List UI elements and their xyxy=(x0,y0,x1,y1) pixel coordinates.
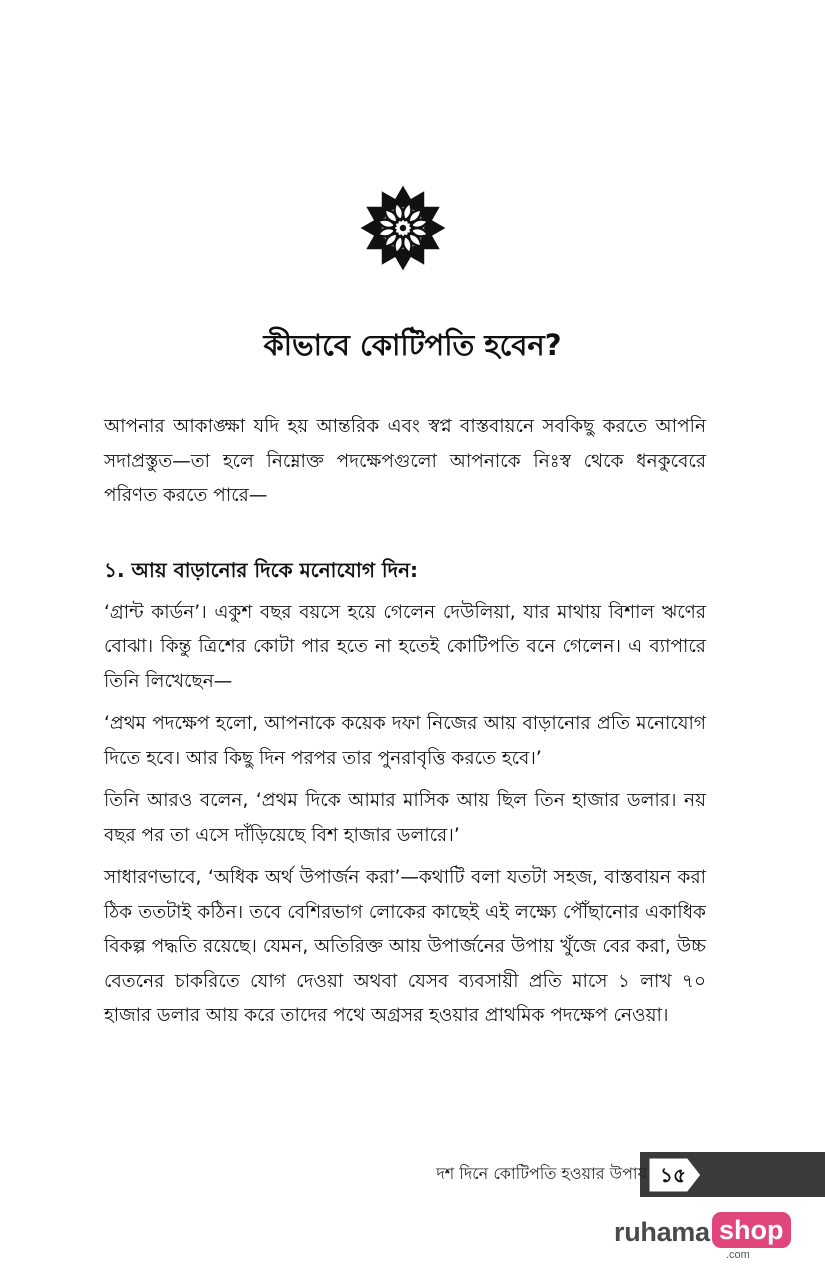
page-number: ১৫ xyxy=(660,1163,686,1187)
brand-logo xyxy=(614,1212,784,1262)
chapter-title: কীভাবে কোটিপতি হবেন? xyxy=(263,328,562,362)
body-paragraph: ‘প্রথম পদক্ষেপ হলো, আপনাকে কয়েক দফা নিজের আয় বাড়ানোর প্রতি মনোযোগ দিতে হবে। আর কিছু দিন পরপর তার পুনরাবৃত্তি করতে হবে।’ xyxy=(104,713,706,769)
mandala-icon xyxy=(360,185,446,271)
brand-name-right: shop xyxy=(712,1212,791,1248)
running-head: দশ দিনে কোটিপতি হওয়ার উপায় xyxy=(436,1164,647,1183)
body-paragraph: তিনি আরও বলেন, ‘প্রথম দিকে আমার মাসিক আয় ছিল তিন হাজার ডলার। নয় বছর পর তা এসে দাঁড়িয়েছে বিশ হাজার ডলারে।’ xyxy=(104,790,706,846)
chapter-body xyxy=(104,410,706,1042)
brand-domain: .com xyxy=(726,1249,750,1261)
body-paragraph: সাধারণভাবে, ‘অধিক অর্থ উপার্জন করা’—কথাটি বলা যতটা সহজ, বাস্তবায়ন করা ঠিক ততটাই কঠিন। তবে বেশিরভাগ লোকের কাছেই এই লক্ষ্যে পৌঁছানোর একাধিক বিকল্প পদ্ধতি রয়েছে। যেমন, অতিরিক্ত আয় উপার্জনের উপায় খুঁজে বের করা, উচ্চ বেতনের চাকরিতে যোগ দেওয়া অথবা যেসব ব্যবসায়ী প্রতি মাসে ১ লাখ ৭০ হাজার ডলার আয় করে তাদের পথে অগ্রসর হওয়ার প্রাথমিক পদক্ষেপ নেওয়া। xyxy=(104,867,706,1026)
section-heading: ১. আয় বাড়ানোর দিকে মনোযোগ দিন: xyxy=(104,557,419,582)
body-paragraph: ‘গ্রান্ট কার্ডন’। একুশ বছর বয়সে হয়ে গেলেন দেউলিয়া, যার মাথায় বিশাল ঋণের বোঝা। কিন্তু ত্রিশের কোটা পার হতে না হতেই কোটিপতি বনে গেলেন। এ ব্যাপারে তিনি লিখেছেন— xyxy=(104,601,706,692)
brand-name-left: ruhama xyxy=(614,1217,710,1247)
intro-paragraph: আপনার আকাঙ্ক্ষা যদি হয় আন্তরিক এবং স্বপ্ন বাস্তবায়নে সবকিছু করতে আপনি সদাপ্রস্তুত—তা হলে নিম্নোক্ত পদক্ষেপগুলো আপনাকে নিঃস্ব থেকে ধনকুবেরে পরিণত করতে পারে— xyxy=(104,416,706,506)
